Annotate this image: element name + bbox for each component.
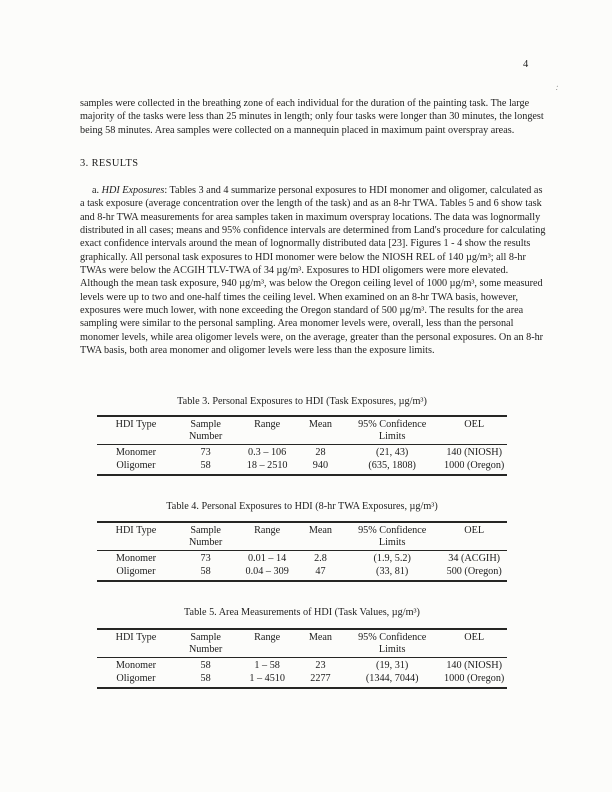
table-cell: 0.04 – 309: [245, 565, 289, 577]
column-header-mean: [298, 416, 343, 445]
table-cell: 58: [200, 565, 211, 577]
table-header-row: [97, 416, 507, 445]
header-line: Range: [254, 525, 281, 536]
header-line: Limits: [378, 431, 406, 443]
column-header-mean: [298, 629, 343, 658]
column-header-confidence-limits: [343, 522, 441, 551]
header-line: OEL: [464, 525, 485, 536]
scan-artifact-mark: :: [554, 81, 560, 93]
header-line: OEL: [464, 632, 485, 643]
table-cell: (33, 81): [376, 565, 409, 577]
header-line: 95% Confidence: [358, 525, 427, 536]
table-cell: 28: [315, 446, 326, 458]
table-row-oligomer: [97, 460, 507, 475]
list-item-label: a.: [92, 185, 102, 196]
table-cell: (19, 31): [376, 659, 409, 671]
header-line: Limits: [378, 537, 406, 549]
column-header-range: [236, 416, 298, 445]
table-cell: 140 (NIOSH): [446, 446, 503, 458]
table-cell: (21, 43): [376, 446, 409, 458]
header-line: HDI Type: [115, 525, 157, 536]
table-cell: 140 (NIOSH): [446, 659, 503, 671]
table-cell: 58: [200, 459, 211, 471]
table-header-row: [97, 522, 507, 551]
table-cell: 73: [200, 446, 211, 458]
table-cell: Oligomer: [116, 565, 156, 577]
section-heading: 3. RESULTS: [80, 158, 139, 169]
table-cell: (635, 1808): [368, 459, 416, 471]
column-header-range: [236, 522, 298, 551]
table-cell: 2.8: [314, 552, 327, 564]
header-line: Mean: [308, 525, 333, 536]
table-cell: 47: [315, 565, 326, 577]
column-header-oel: [441, 522, 507, 551]
table-cell: Monomer: [115, 659, 157, 671]
table-cell: Monomer: [115, 446, 157, 458]
column-header-confidence-limits: [343, 629, 441, 658]
header-line: Limits: [378, 644, 406, 656]
table-cell: 23: [315, 659, 326, 671]
column-header-hdi-type: [97, 629, 175, 658]
column-header-range: [236, 629, 298, 658]
header-line: OEL: [464, 419, 485, 430]
header-line: Sample: [190, 525, 221, 536]
column-header-sample-number: [175, 416, 237, 445]
table-cell: 1000 (Oregon): [444, 459, 505, 471]
column-header-sample-number: [175, 629, 237, 658]
table-3-caption: Table 3. Personal Exposures to HDI (Task Exposures, µg/m³): [177, 396, 427, 407]
column-header-confidence-limits: [343, 416, 441, 445]
header-line: Number: [188, 644, 223, 656]
table-cell: (1.9, 5.2): [373, 552, 411, 564]
table-row-monomer: [97, 445, 507, 460]
table-cell: Oligomer: [116, 672, 156, 684]
header-line: Number: [188, 537, 223, 549]
header-line: HDI Type: [115, 632, 157, 643]
table-4-caption: Table 4. Personal Exposures to HDI (8-hr TWA Exposures, µg/m³): [166, 501, 438, 512]
table-row-monomer: [97, 658, 507, 673]
table-cell: 2277: [310, 672, 331, 684]
table-cell: 58: [200, 659, 211, 671]
table-row-oligomer: [97, 566, 507, 581]
header-line: HDI Type: [115, 419, 157, 430]
table-cell: 1000 (Oregon): [444, 672, 505, 684]
header-line: Range: [254, 632, 281, 643]
header-line: Mean: [308, 419, 333, 430]
results-italic-term: HDI Exposures: [101, 185, 165, 196]
header-line: Mean: [308, 632, 333, 643]
table-cell: 1 – 58: [254, 659, 280, 671]
page-number: 4: [523, 59, 529, 70]
table-cell: (1344, 7044): [365, 672, 419, 684]
table-cell: 18 – 2510: [246, 459, 288, 471]
column-header-hdi-type: [97, 416, 175, 445]
column-header-hdi-type: [97, 522, 175, 551]
header-line: Range: [254, 419, 281, 430]
table-row-oligomer: [97, 673, 507, 688]
column-header-mean: [298, 522, 343, 551]
table-cell: 34 (ACGIH): [448, 552, 501, 564]
table-row-monomer: [97, 551, 507, 566]
column-header-oel: [441, 629, 507, 658]
table-cell: Monomer: [115, 552, 157, 564]
table-cell: 1 – 4510: [249, 672, 285, 684]
table-5: [97, 628, 507, 689]
table-header-row: [97, 629, 507, 658]
results-body-text: : Tables 3 and 4 summarize personal exposures to HDI monomer and oligomer, calculated as a task exposure (average concentration over the length of the task) and as an 8-hr TWA. Tables 5 and 6 show task and 8-hr TWA measurements for area samples taken in maximum overspray locations. The data was lognormally distributed in all cases; means and 95% confidence intervals are determined from Land's procedure for calculating exact confidence intervals around the mean of lognormally distributed data [23]. Figures 1 - 4 show the results graphically. All personal task exposures to HDI monomer were below the NIOSH REL of 140 µg/m³; all 8-hr TWAs were below the ACGIH TLV-TWA of 34 µg/m³. Exposures to HDI oligomers were more elevated. Although the mean task exposure, 940 µg/m³, was below the Oregon ceiling level of 1000 µg/m³, some measured levels were up to two and one-half times the ceiling level. When examined on an 8-hr TWA basis, however, exposures were much lower, with none exceeding the Oregon standard of 500 µg/m³. The results for the area sampling were similar to the personal sampling. Area monomer levels were, overall, less than the personal monomer levels, while area oligomer levels were, on the average, greater than the personal exposures. On an 8-hr TWA basis, both area monomer and oligomer levels were less than the exposure limits.: [80, 185, 546, 357]
table-5-caption: Table 5. Area Measurements of HDI (Task Values, µg/m³): [184, 607, 420, 618]
column-header-sample-number: [175, 522, 237, 551]
table-4: [97, 521, 507, 582]
header-line: 95% Confidence: [358, 632, 427, 643]
table-cell: 58: [200, 672, 211, 684]
intro-paragraph: samples were collected in the breathing zone of each individual for the duration of the painting task. The large majority of the tasks were less than 25 minutes in length; only four tasks were longer than 30 minutes, the longest being 58 minutes. Area samples were collected on a mannequin placed in maximum paint overspray areas.: [80, 98, 544, 136]
table-3: [97, 415, 507, 476]
header-line: 95% Confidence: [358, 419, 427, 430]
table-cell: 500 (Oregon): [446, 565, 502, 577]
column-header-oel: [441, 416, 507, 445]
table-cell: 940: [312, 459, 329, 471]
table-cell: Oligomer: [116, 459, 156, 471]
header-line: Sample: [190, 632, 221, 643]
table-cell: 73: [200, 552, 211, 564]
header-line: Number: [188, 431, 223, 443]
header-line: Sample: [190, 419, 221, 430]
table-cell: 0.01 – 14: [248, 552, 287, 564]
table-cell: 0.3 – 106: [248, 446, 287, 458]
results-paragraph: [80, 184, 547, 357]
